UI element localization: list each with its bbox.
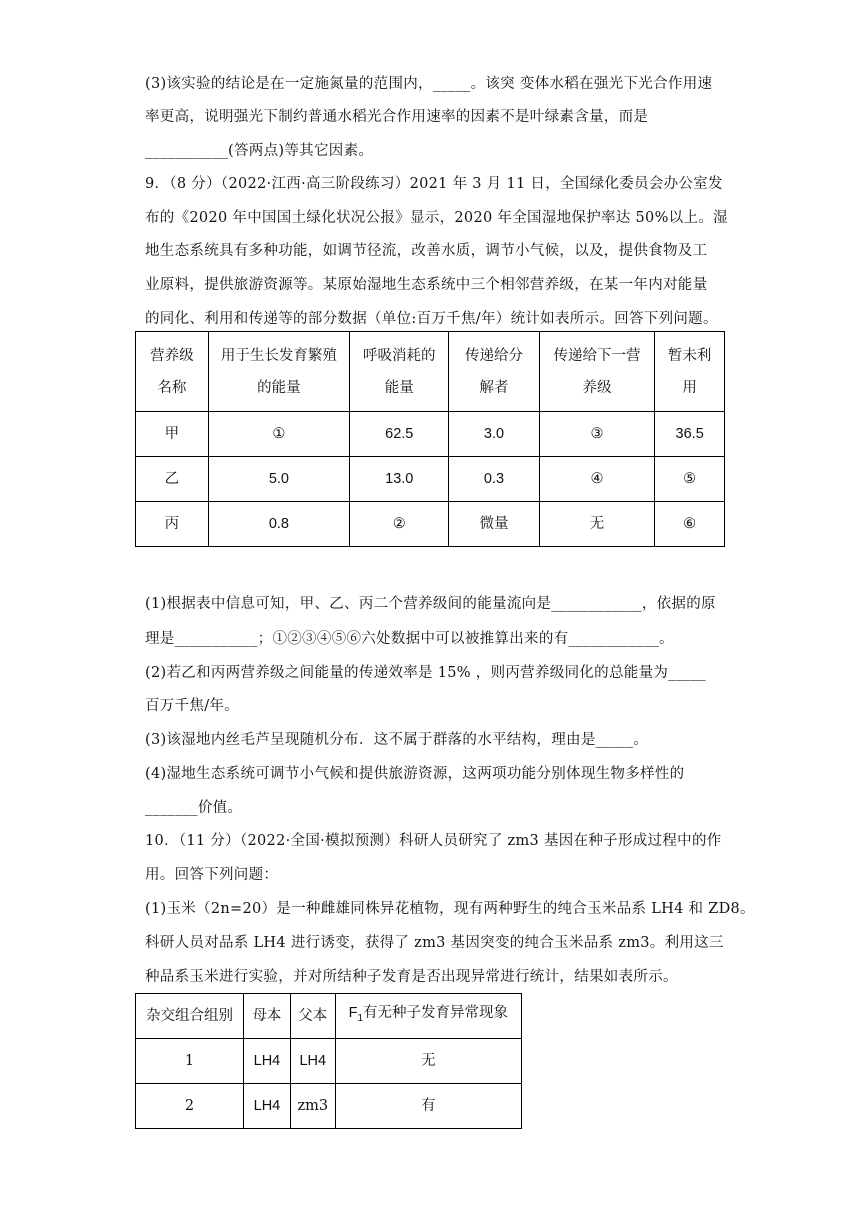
energy-table — [135, 331, 725, 547]
text-line: (2)若乙和丙两营养级之间能量的传递效率是 15% ，则丙营养级同化的总能量为_____ — [145, 665, 706, 681]
table-cell: ④ — [539, 457, 655, 502]
text-line: 业原料，提供旅游资源等。某原始湿地生态系统中三个相邻营养级，在某一年内对能量 — [145, 277, 708, 293]
table-row — [136, 457, 725, 502]
text-line: 用。回答下列问题： — [145, 867, 279, 883]
text-line: 理是___________；①②③④⑤⑥六处数据中可以被推算出来的有____________。 — [145, 631, 674, 647]
header-cell: 呼吸消耗的 能量 — [350, 332, 449, 412]
text-line: (4)湿地生态系统可调节小气候和提供旅游资源，这两项功能分别体现生物多样性的 — [145, 766, 685, 782]
table-cell: 有 — [335, 1084, 521, 1129]
table-cell: 13.0 — [350, 457, 449, 502]
table-cell: 1 — [136, 1039, 244, 1084]
table-cell: 乙 — [136, 457, 209, 502]
text-line: 地生态系统具有多种功能，如调节径流，改善水质，调节小气候，以及，提供食物及工 — [145, 243, 708, 259]
table-cell: ③ — [539, 412, 655, 457]
text-line: ___________(答两点)等其它因素。 — [145, 143, 374, 159]
question-9-line: 9．（8 分）（2022·江西·高三阶段练习）2021 年 3 月 11 日，全国绿化委员会办公室发 — [145, 176, 723, 192]
table-cell: 微量 — [449, 502, 539, 547]
table-cell: ⑤ — [655, 457, 725, 502]
header-cell: 暂未利 用 — [655, 332, 725, 412]
table-cell: 62.5 — [350, 412, 449, 457]
table-row — [136, 412, 725, 457]
text-line: (3)该实验的结论是在一定施氮量的范围内，_____。该突 变体水稻在强光下光合作用速 — [145, 76, 713, 92]
text-line: 种品系玉米进行实验，并对所结种子发育是否出现异常进行统计，结果如表所示。 — [145, 969, 678, 985]
text-line: (1)玉米（2n=20）是一种雌雄同株异花植物，现有两种野生的纯合玉米品系 LH4 和 ZD8。 — [145, 901, 755, 917]
text-line: (3)该湿地内丝毛芦呈现随机分布．这不属于群落的水平结构，理由是_____。 — [145, 732, 649, 748]
header-cell: $F_1$有无种子发育异常现象 — [335, 994, 521, 1039]
header-cell: 营养级 名称 — [136, 332, 209, 412]
table-cell: LH4 — [244, 1039, 291, 1084]
table-cell: zm3 — [290, 1084, 335, 1129]
table-cell: 3.0 — [449, 412, 539, 457]
cross-table — [135, 993, 522, 1129]
text-line: 布的《2020 年中国国土绿化状况公报》显示，2020 年全国湿地保护率达 50%以上。湿 — [145, 210, 728, 226]
text-line: 百万千焦/年。 — [145, 698, 239, 714]
text-line: _______价值。 — [145, 800, 243, 816]
text-line: 率更高，说明强光下制约普通水稻光合作用速率的因素不是叶绿素含量，而是 — [145, 109, 649, 125]
table-cell: 丙 — [136, 502, 209, 547]
table-cell: 2 — [136, 1084, 244, 1129]
header-cell: 传递给下一营 养级 — [539, 332, 655, 412]
table-cell: ⑥ — [655, 502, 725, 547]
table-cell: ② — [350, 502, 449, 547]
header-cell: 杂交组合组别 — [136, 994, 244, 1039]
table-cell: 36.5 — [655, 412, 725, 457]
table-row — [136, 1084, 522, 1129]
table-cell: 无 — [335, 1039, 521, 1084]
table-cell: 甲 — [136, 412, 209, 457]
table-cell: 0.3 — [449, 457, 539, 502]
header-cell: 母本 — [244, 994, 291, 1039]
text-line: 的同化、利用和传递等的部分数据（单位:百万千焦/年）统计如表所示。回答下列问题。 — [145, 311, 718, 327]
header-cell: 传递给分 解者 — [449, 332, 539, 412]
text-line: (1)根据表中信息可知，甲、乙、丙二个营养级间的能量流向是____________，依据的原 — [145, 596, 716, 612]
header-cell: 用于生长发育繁殖 的能量 — [208, 332, 349, 412]
table-cell: 5.0 — [208, 457, 349, 502]
table-cell: LH4 — [290, 1039, 335, 1084]
table-cell: LH4 — [244, 1084, 291, 1129]
table-cell: 无 — [539, 502, 655, 547]
table-cell: ① — [208, 412, 349, 457]
table-row — [136, 1039, 522, 1084]
header-cell: 父本 — [290, 994, 335, 1039]
text-line: 科研人员对品系 LH4 进行诱变，获得了 zm3 基因突变的纯合玉米品系 zm3。利用这三 — [145, 935, 724, 951]
table-row — [136, 502, 725, 547]
table-cell: 0.8 — [208, 502, 349, 547]
question-10-line: 10．（11 分）（2022·全国·模拟预测）科研人员研究了 zm3 基因在种子形成过程中的作 — [145, 833, 722, 849]
